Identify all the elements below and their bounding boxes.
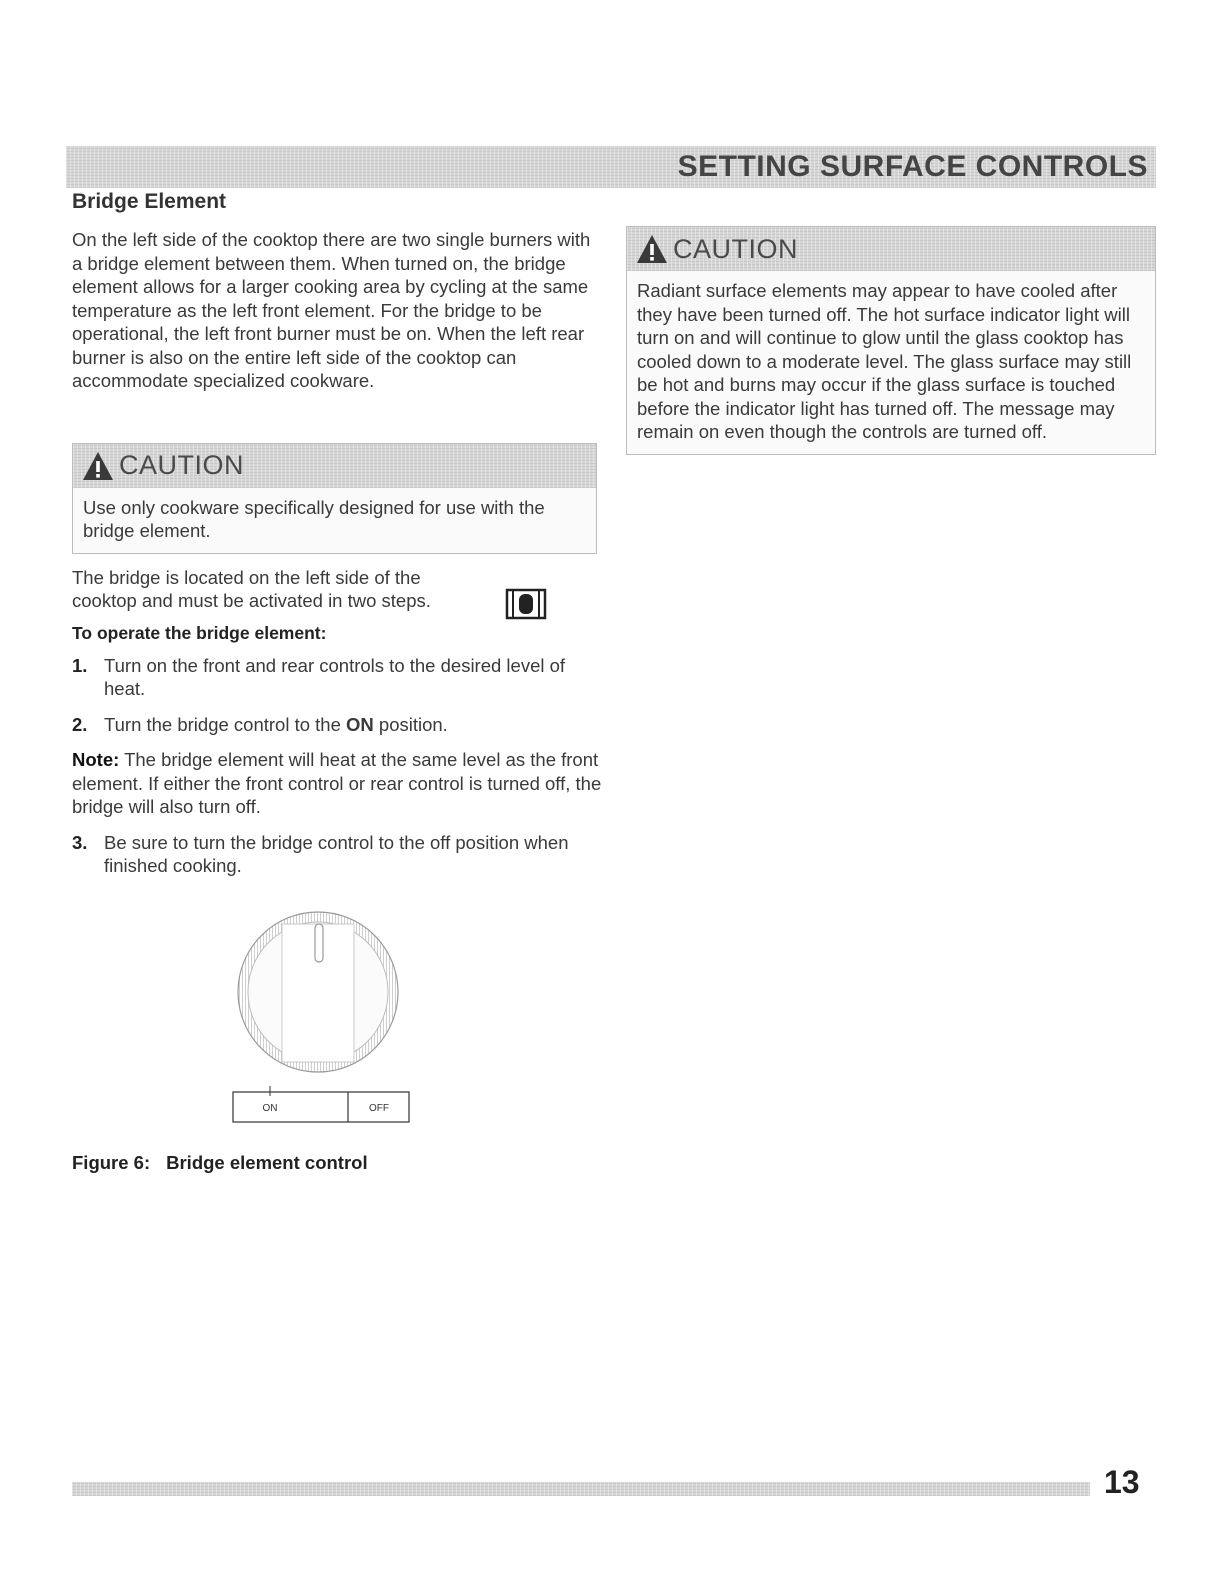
bridge-location-text: The bridge is located on the left side of the cooktop and must be activated in two steps. bbox=[72, 566, 431, 611]
step-text: Turn on the front and rear controls to the desired level of heat. bbox=[104, 654, 566, 699]
caution-header bbox=[73, 444, 596, 488]
step-text bbox=[104, 713, 448, 737]
bridge-location-row bbox=[72, 566, 602, 613]
bridge-intro-paragraph: On the left side of the cooktop there are two single burners with a bridge element between them. When turned on, the bridge element allows for a larger cooking area by cycling at the same temperature as the left front element. For the bridge to be operational, the left front burner must be on. When the left rear burner is also on the entire left side of the cooktop can accommodate specialized cookware. bbox=[72, 229, 591, 391]
bridge-caution-box bbox=[72, 443, 597, 554]
caution-label: CAUTION bbox=[673, 233, 798, 264]
knob-pointer bbox=[315, 924, 323, 962]
figure-number: Figure 6: bbox=[72, 1152, 151, 1173]
bridge-symbol-icon bbox=[504, 588, 550, 620]
warning-triangle-icon bbox=[635, 233, 669, 265]
caution-text: Radiant surface elements may appear to have cooled after they have been turned off. The hot surface indicator light will turn on and will continue to glow until the glass cooktop has cooled down to a moderate level. The glass surface may still be hot and burns may occur if the glass surface is touched before the indicator light has turned off. The message may remain on even though the controls are turned off. bbox=[637, 280, 1132, 442]
caution-label: CAUTION bbox=[119, 450, 244, 480]
operate-bridge-heading: To operate the bridge element: bbox=[72, 622, 327, 643]
footer-bar bbox=[72, 1482, 1090, 1496]
control-knob-illustration bbox=[230, 910, 420, 1140]
section-title: SETTING SURFACE CONTROLS bbox=[677, 150, 1148, 183]
step-number: 1. bbox=[72, 654, 88, 676]
step-item bbox=[72, 713, 602, 737]
figure-title: Bridge element control bbox=[166, 1152, 368, 1173]
step-text-after: position. bbox=[373, 713, 448, 735]
step-item bbox=[72, 831, 602, 878]
step-item bbox=[72, 654, 602, 701]
figure-caption bbox=[72, 1152, 368, 1174]
note-text: The bridge element will heat at the same level as the front element. If either the front control or rear control is turned off, the bridge will also turn off. bbox=[72, 749, 602, 817]
note-label: Note: bbox=[72, 749, 120, 770]
section-header-bar bbox=[66, 146, 1156, 188]
right-column bbox=[626, 226, 1156, 455]
page-number: 13 bbox=[1104, 1464, 1140, 1500]
bridge-note bbox=[72, 748, 602, 819]
on-position-emphasis: ON bbox=[346, 713, 374, 735]
step-number: 3. bbox=[72, 831, 88, 853]
warning-triangle-icon bbox=[81, 450, 115, 482]
on-label: ON bbox=[262, 1103, 278, 1114]
step-number: 2. bbox=[72, 713, 88, 735]
step-text: Be sure to turn the bridge control to the off position when finished cooking. bbox=[104, 831, 569, 876]
hot-surface-caution-box bbox=[626, 226, 1156, 455]
bridge-element-heading: Bridge Element bbox=[72, 190, 227, 213]
off-label: OFF bbox=[369, 1103, 389, 1114]
caution-header bbox=[627, 227, 1155, 271]
left-column bbox=[72, 190, 602, 890]
caution-text: Use only cookware specifically designed for use with the bridge element. bbox=[83, 496, 545, 541]
bridge-control-figure bbox=[230, 910, 420, 1140]
step-text-before: Turn the bridge control to the bbox=[104, 713, 347, 735]
